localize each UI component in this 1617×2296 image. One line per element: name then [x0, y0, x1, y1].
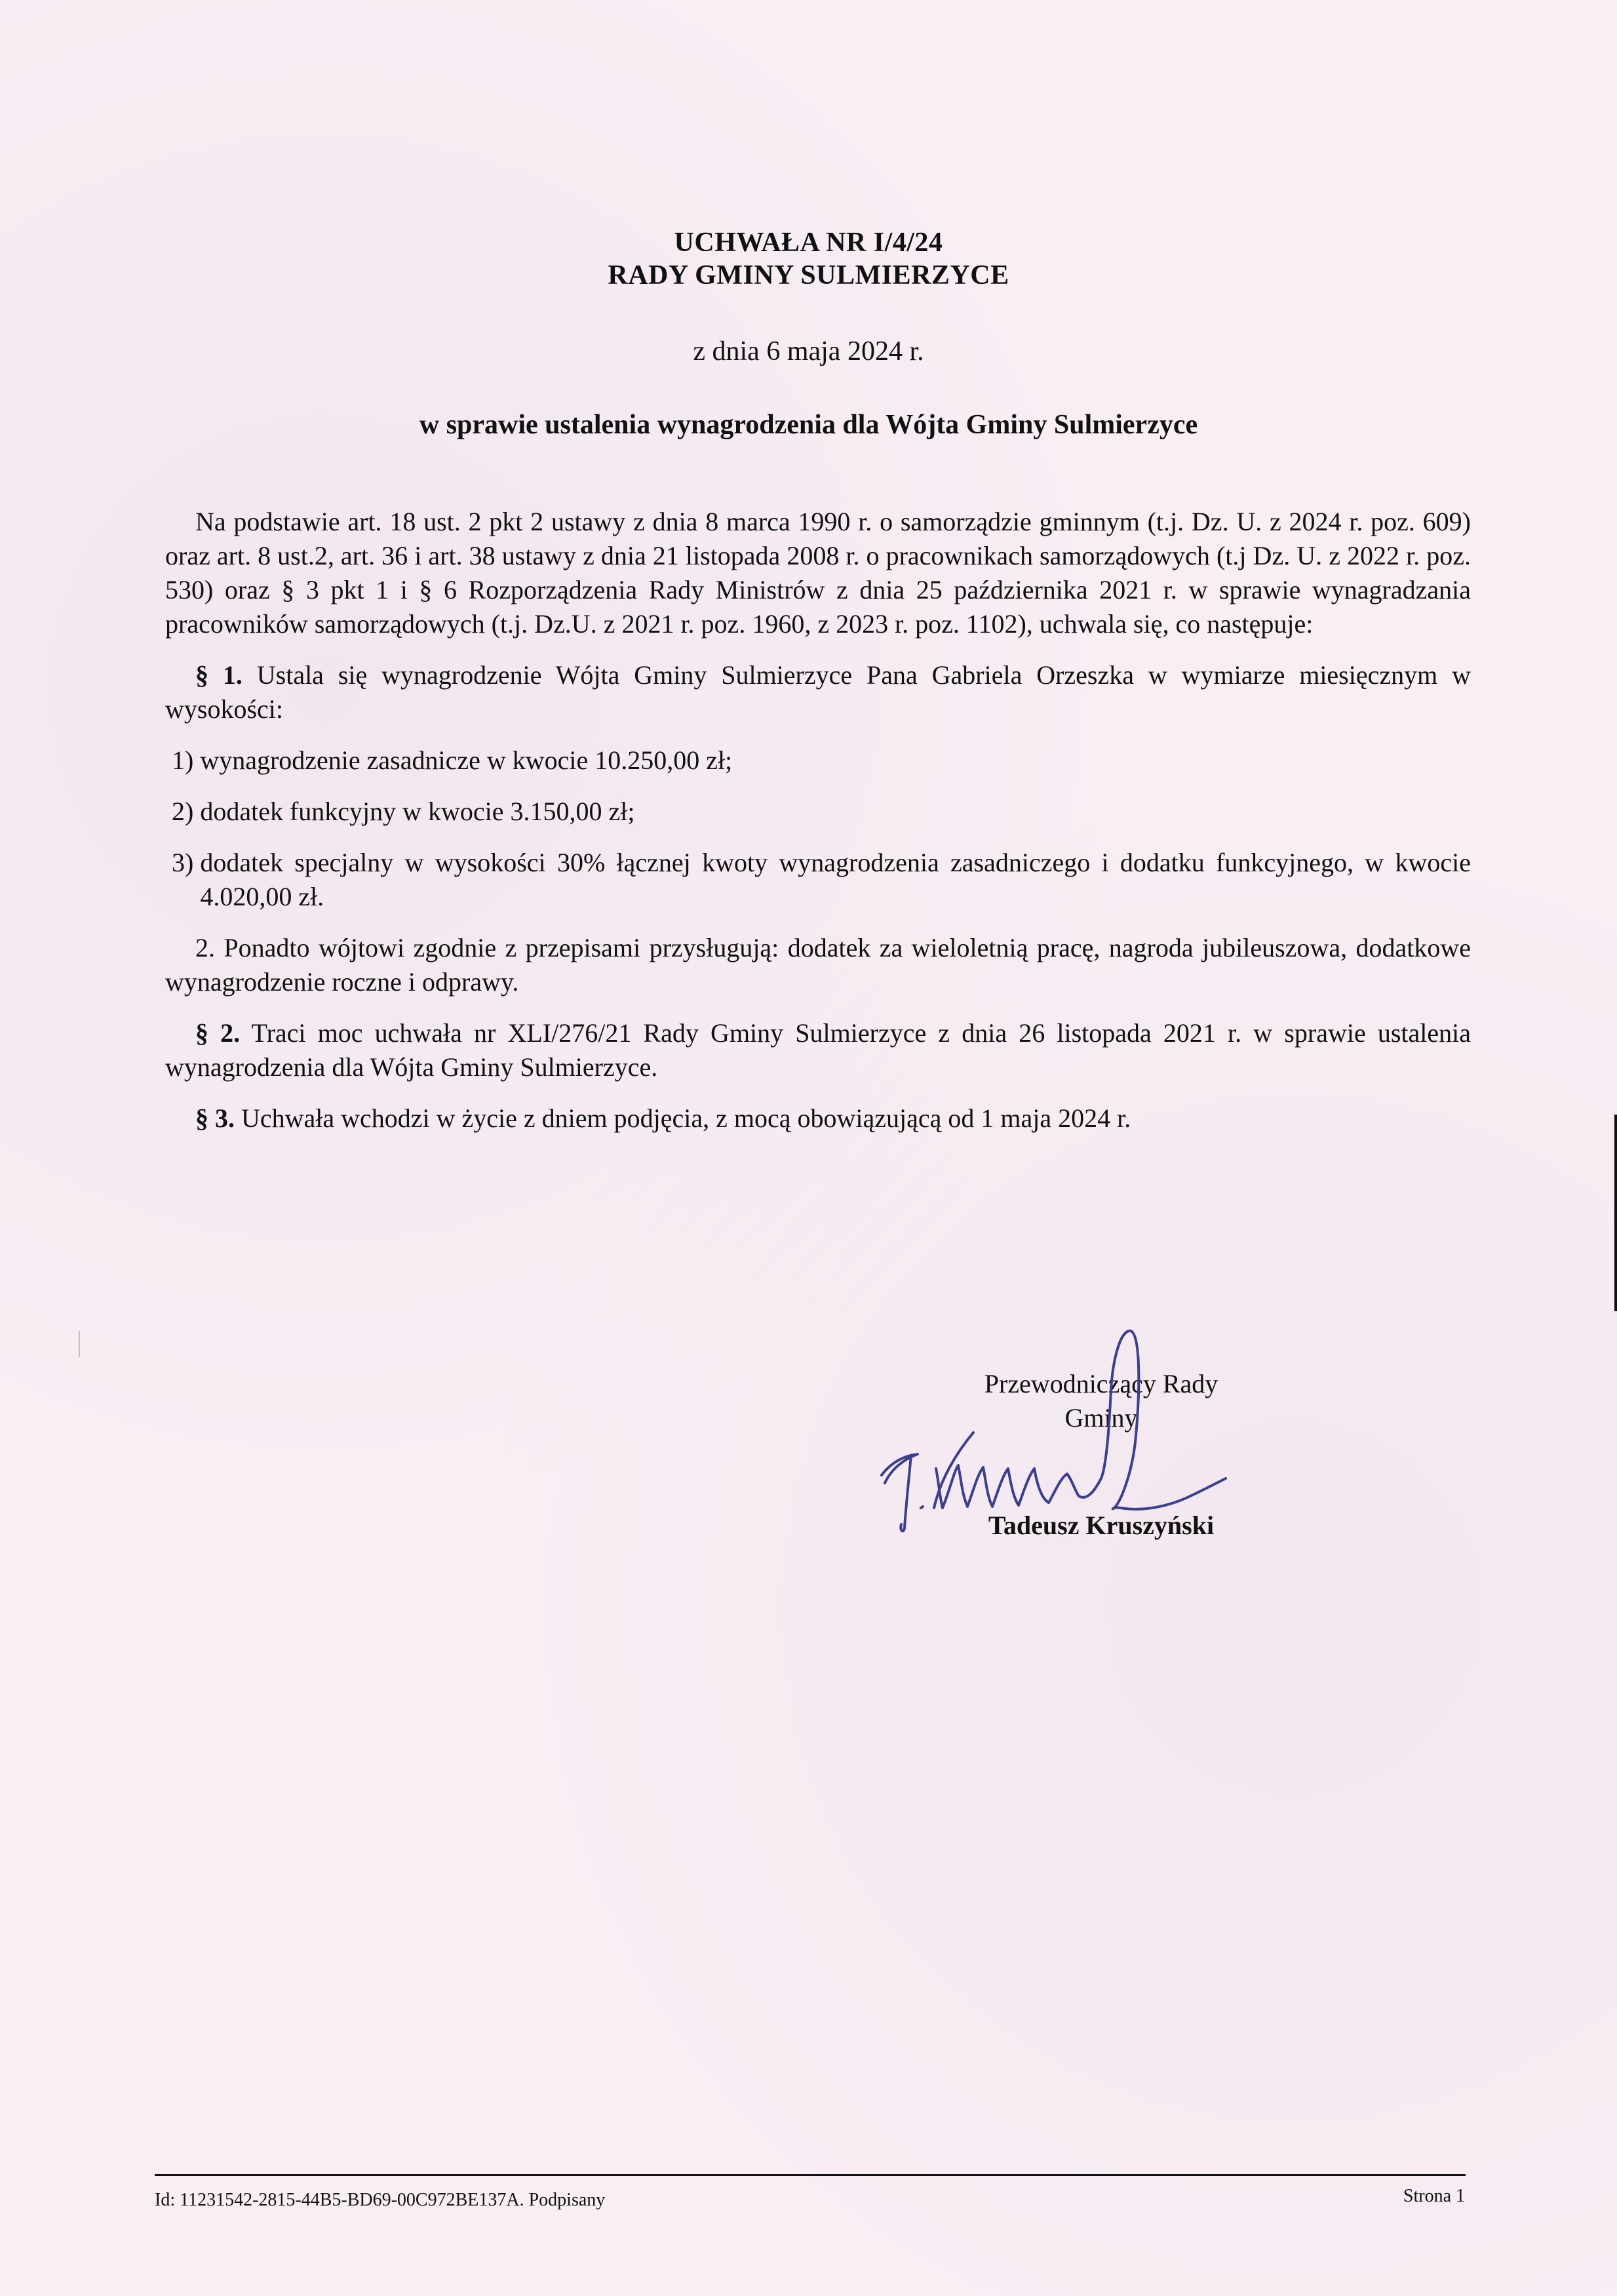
preamble: Na podstawie art. 18 ust. 2 pkt 2 ustawy z dnia 8 marca 1990 r. o samorządzie gminnym (t.j. Dz. U. z 2024 r. poz. 609) oraz art. 8 ust.2, art. 36 i art. 38 ustawy z dnia 21 listopada 2008 r. o pracownikach samorządowych (t.j Dz. U. z 2022 r. poz. 530) oraz § 3 pkt 1 i § 6 Rozporządzenia Rady Ministrów z dnia 25 października 2021 r. w sprawie wynagradzania pracowników samorządowych (t.j. Dz.U. z 2021 r. poz. 1960, z 2023 r. poz. 1102), uchwala się, co następuje: — [165, 507, 1471, 639]
resolution-date: z dnia 6 maja 2024 r. — [693, 336, 924, 366]
footer-divider — [155, 2174, 1466, 2176]
page-number: Strona 1 — [1403, 2186, 1465, 2206]
section-1 — [165, 658, 1471, 726]
signatory-role-line1: Przewodniczący Rady — [984, 1369, 1218, 1398]
scan-artifact-right — [1614, 1115, 1617, 1311]
section-2-marker: § 2. — [195, 1018, 241, 1048]
section-3-text: Uchwała wchodzi w życie z dniem podjęcia, z mocą obowiązującą od 1 maja 2024 r. — [235, 1103, 1131, 1133]
section-1-marker: § 1. — [195, 660, 243, 690]
section-2-text: Traci moc uchwała nr XLI/276/21 Rady Gminy Sulmierzyce z dnia 26 listopada 2021 r. w sprawie ustalenia wynagrodzenia dla Wójta Gminy Sulmierzyce. — [165, 1018, 1471, 1082]
section-1-text: Ustala się wynagrodzenie Wójta Gminy Sulmierzyce Pana Gabriela Orzeszka w wymiarze miesięcznym w wysokości: — [165, 660, 1471, 724]
list-item — [165, 795, 1471, 829]
signatory-role — [918, 1367, 1285, 1435]
council-name: RADY GMINY SULMIERZYCE — [608, 260, 1009, 290]
handwritten-signature-icon — [852, 1311, 1442, 1587]
list-item-text: dodatek specjalny w wysokości 30% łącznej kwoty wynagrodzenia zasadniczego i dodatku funkcyjnego, w kwocie 4.020,00 zł. — [200, 848, 1471, 911]
signatory-role-line2: Gminy — [1064, 1403, 1138, 1433]
signatory-name: Tadeusz Kruszyński — [988, 1511, 1215, 1540]
list-item-text: dodatek funkcyjny w kwocie 3.150,00 zł; — [200, 797, 635, 826]
resolution-subject: w sprawie ustalenia wynagrodzenia dla Wójta Gminy Sulmierzyce — [419, 410, 1198, 440]
list-item — [165, 846, 1471, 914]
list-item-number: 3) — [172, 848, 201, 877]
resolution-number: UCHWAŁA NR I/4/24 — [674, 228, 943, 258]
section-3-marker: § 3. — [195, 1103, 235, 1133]
list-item-number: 2) — [172, 797, 201, 826]
section-1-point-2: 2. Ponadto wójtowi zgodnie z przepisami przysługują: dodatek za wieloletnią pracę, nagroda jubileuszowa, dodatkowe wynagrodzenie roczne i odprawy. — [165, 933, 1471, 997]
document-body — [165, 505, 1471, 1153]
section-2 — [165, 1016, 1471, 1084]
section-3 — [165, 1101, 1471, 1136]
list-item-number: 1) — [172, 745, 201, 775]
list-item-text: wynagrodzenie zasadnicze w kwocie 10.250,00 zł; — [200, 745, 733, 775]
scan-artifact-left — [79, 1331, 80, 1357]
list-item — [165, 743, 1471, 778]
document-id: Id: 11231542-2815-44B5-BD69-00C972BE137A. Podpisany — [155, 2190, 606, 2210]
